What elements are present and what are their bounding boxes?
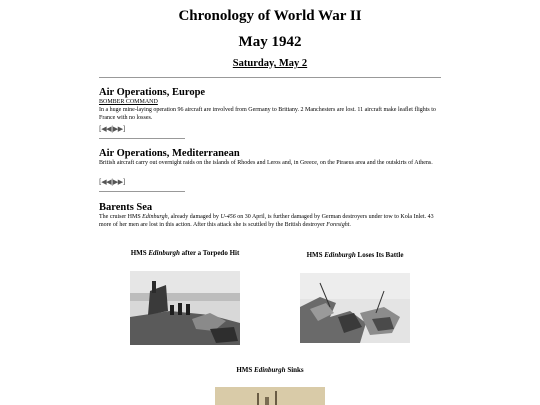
photo-caption: HMS Edinburgh Loses Its Battle (306, 251, 404, 259)
section-text: In a huge mine-laying operation 96 aircraft are involved from Germany to Brittany. 2 Manchesters are lost. 11 aircraft make leaflet flights to France with no losses. (99, 107, 436, 121)
section-heading: Barents Sea (99, 202, 153, 213)
prev-icon[interactable]: ◀◀ (101, 125, 112, 133)
section-barents-sea (99, 202, 441, 229)
torpedo-hit-photo[interactable] (130, 271, 240, 345)
ship-sinking-photo[interactable] (215, 387, 325, 405)
nav-bracket-open: [ (99, 125, 102, 133)
next-icon[interactable]: ▶▶ (112, 178, 123, 186)
battle-damage-photo[interactable] (300, 273, 410, 343)
nav-separator: | (111, 125, 113, 133)
next-icon[interactable]: ▶▶ (112, 125, 123, 133)
nav-bracket-open: [ (99, 178, 102, 186)
section-heading: Air Operations, Europe (99, 87, 206, 98)
page-title: Chronology of World War II (178, 8, 362, 24)
photo-caption: HMS Edinburgh after a Torpedo Hit (130, 249, 240, 257)
divider (99, 191, 185, 192)
nav-bracket-close: ] (122, 125, 125, 133)
section-text: British aircraft carry out overnight raids on the islands of Rhodes and Leros and, in Greece, on the Piraeus area and the outskirts of Athens. (99, 160, 433, 166)
section-heading: Air Operations, Mediterranean (99, 148, 240, 159)
nav-separator: | (111, 178, 113, 186)
prev-icon[interactable]: ◀◀ (101, 178, 112, 186)
date-heading: Saturday, May 2 (232, 58, 308, 69)
section-nav (99, 178, 125, 186)
divider (99, 138, 185, 139)
month-heading: May 1942 (238, 34, 302, 50)
category-link[interactable]: BOMBER COMMAND (99, 99, 158, 105)
section-air-operations-mediterranean (99, 148, 441, 168)
section-text: The cruiser HMS Edinburgh, already damaged by U-456 on 30 April, is further damaged by German destroyers under tow to Kola Inlet. 43 more of her men are lost in this action. After this attack she is scuttled by the British destroyer Foresight. (99, 214, 434, 228)
nav-bracket-close: ] (122, 178, 125, 186)
section-nav (99, 125, 125, 133)
photo-caption: HMS Edinburgh Sinks (236, 366, 304, 374)
section-air-operations-europe (99, 87, 441, 122)
divider (99, 77, 441, 78)
